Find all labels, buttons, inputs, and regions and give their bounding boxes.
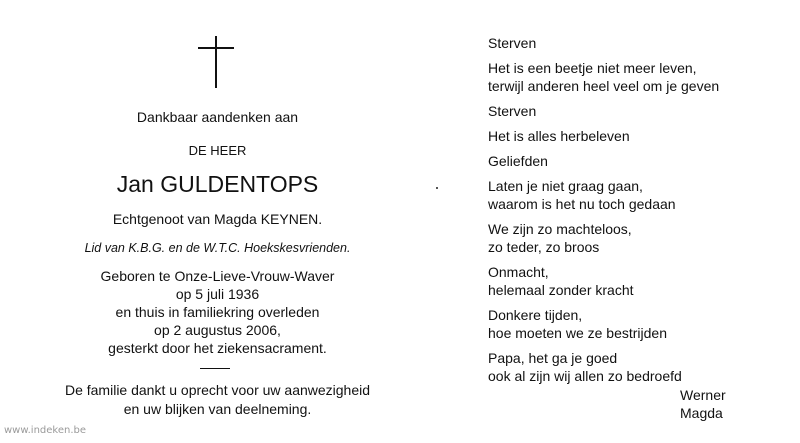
poem-stanza [488, 177, 788, 213]
poem-stanza [488, 263, 788, 299]
signature-name: Magda [680, 405, 723, 421]
honorific: DE HEER [188, 143, 247, 158]
poem [488, 34, 788, 434]
poem-stanza [488, 127, 788, 145]
deceased-name: Jan GULDENTOPS [116, 171, 319, 197]
poem-line: Onmacht, [488, 264, 549, 280]
membership-line: Lid van K.B.G. en de W.T.C. Hoekskesvrienden. [84, 241, 351, 255]
poem-line: Het is alles herbeleven [488, 128, 630, 144]
poem-line: Sterven [488, 35, 537, 51]
poem-stanza [488, 34, 788, 52]
left-panel [40, 0, 395, 443]
poem-line: Geliefden [488, 153, 548, 169]
poem-stanza [488, 220, 788, 256]
poem-line: waarom is het nu toch gedaan [488, 196, 676, 212]
death-line: en thuis in familiekring overleden [115, 304, 320, 320]
sacrament-line: gesterkt door het ziekensacrament. [108, 340, 327, 356]
thanks-line-2: en uw blijken van deelneming. [123, 401, 312, 417]
signature-name: Werner [680, 387, 726, 403]
thanks-line-1: De familie dankt u oprecht voor uw aanwezigheid [64, 382, 371, 398]
cross-icon [196, 36, 236, 88]
remembrance-heading: Dankbaar aandenken aan [136, 109, 299, 125]
poem-stanza [488, 59, 788, 95]
poem-line: terwijl anderen heel veel om je geven [488, 78, 720, 94]
poem-line: Laten je niet graag gaan, [488, 178, 643, 194]
spouse-line: Echtgenoot van Magda KEYNEN. [112, 211, 323, 227]
poem-line: hoe moeten we ze bestrijden [488, 325, 667, 341]
signatures [680, 386, 726, 422]
fold-mark [436, 187, 438, 189]
poem-stanza [488, 349, 788, 385]
divider [200, 368, 230, 369]
death-date: op 2 augustus 2006, [154, 322, 281, 338]
poem-line: Papa, het ga je goed [488, 350, 618, 366]
poem-line: helemaal zonder kracht [488, 282, 634, 298]
poem-line: Het is een beetje niet meer leven, [488, 60, 697, 76]
poem-stanza [488, 152, 788, 170]
watermark: www.indeken.be [4, 425, 87, 436]
poem-line: ook al zijn wij allen zo bedroefd [488, 368, 682, 384]
birthplace-line: Geboren te Onze-Lieve-Vrouw-Waver [100, 268, 335, 284]
poem-line: Donkere tijden, [488, 307, 583, 323]
poem-stanza [488, 306, 788, 342]
birth-date: op 5 juli 1936 [175, 286, 260, 302]
poem-line: We zijn zo machteloos, [488, 221, 632, 237]
poem-line: Sterven [488, 103, 537, 119]
poem-line: zo teder, zo broos [488, 239, 600, 255]
poem-stanza [488, 102, 788, 120]
